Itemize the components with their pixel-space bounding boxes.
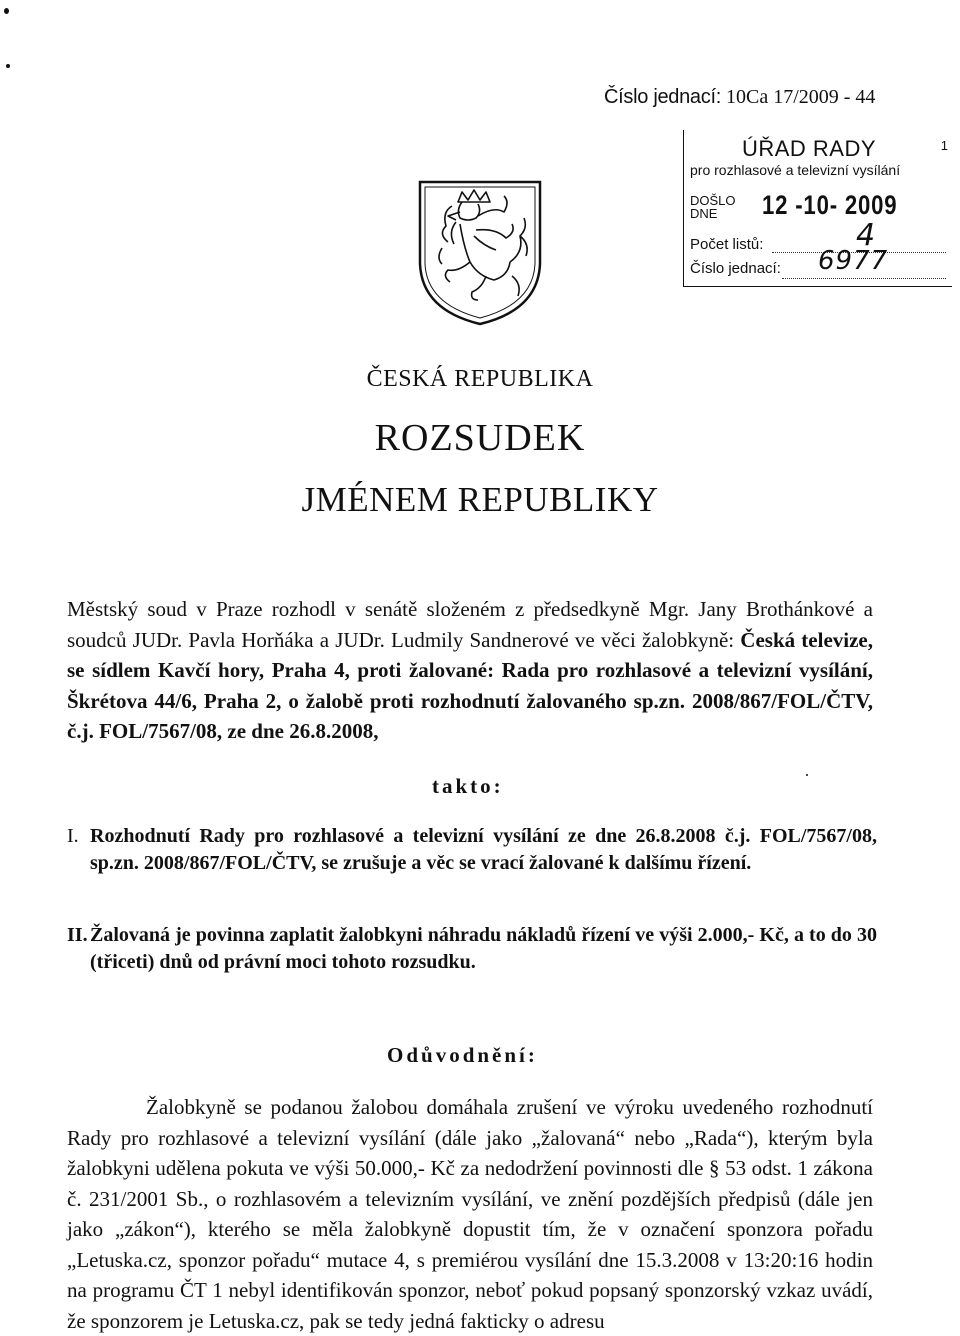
case-number [604, 86, 875, 109]
verdict-title: ROZSUDEK [374, 417, 586, 459]
in-name-heading: JMÉNEM REPUBLIKY [301, 480, 659, 519]
scan-speck [4, 8, 9, 14]
country-heading: ČESKÁ REPUBLIKA [366, 366, 594, 392]
case-number-label: Číslo jednací: [604, 86, 721, 108]
stamp-received-line1: DOŠLO [690, 193, 736, 208]
intro-paragraph [67, 594, 873, 747]
stamp-office-name: ÚŘAD RADY [741, 136, 877, 161]
reasoning-paragraph: Žalobkyně se podanou žalobou domáhala zrušení ve výroku uvedeného rozhodnutí Rady pro rozhlasové a televizní vysílání (dále jako „žalovaná“ nebo „Rada“), kterým byla žalobkyni udělena pokuta ve výši 50.000,- Kč za nedodržení povinnosti dle § 53 odst. 1 zákona č. 231/2001 Sb., o rozhlasovém a televizním vysílání, ve znění pozdějších předpisů (dále jen jako „zákon“), kterého se měla žalobkyně dopustit tím, že v označení sponzora pořadu „Letuska.cz, sponzor pořadu“ mutace 4, s premiérou vysílání dne 15.3.2008 v 13:20:16 hodin na programu ČT 1 nebyl identifikován sponzor, neboť pokud popsaný sponzorský vzkaz uvádí, že sponzorem je Letuska.cz, pak se tedy jedná fakticky o adresu [67, 1095, 873, 1333]
stamp-ref-value: 6977 [818, 246, 889, 276]
stamp-received-line2: DNE [690, 206, 718, 221]
stamp-ref-label: Číslo jednací: [690, 260, 781, 277]
scan-speck [6, 64, 10, 68]
stamp-received-label [690, 194, 736, 220]
stamp-received-date: 12 -10- 2009 [762, 190, 898, 220]
ruling-number: II. [67, 924, 88, 946]
scan-speck [806, 774, 808, 776]
case-number-value: 10Ca 17/2009 - 44 [725, 86, 876, 108]
ruling-item [67, 922, 877, 976]
stamp-pages-value: 4 [856, 218, 876, 253]
ruling-item [67, 823, 877, 877]
received-stamp [683, 130, 952, 287]
ruling-text: Žalovaná je povinna zaplatit žalobkyni náhradu nákladů řízení ve výši 2.000,- Kč, a to do 30 (třiceti) dnů od právní moci tohoto rozsudku. [90, 924, 877, 973]
reasoning-heading: Odůvodnění: [387, 1043, 538, 1067]
intro-text: Městský soud v Praze rozhodl v senátě složeném z předsedkyně Mgr. Jany Brothánkové a soudců JUDr. Pavla Horňáka a JUDr. Ludmily Sandnerové ve věci žalobkyně: [67, 597, 873, 652]
takto-heading: takto: [432, 774, 504, 798]
stamp-office-subtitle: pro rozhlasové a televizní vysílání [690, 162, 901, 178]
ruling-text: Rozhodnutí Rady pro rozhlasové a televizní vysílání ze dne 26.8.2008 č.j. FOL/7567/08, sp.zn. 2008/867/FOL/ČTV, se zrušuje a věc se vrací žalované k dalšímu řízení. [90, 825, 877, 874]
stamp-sheet-number: 1 [940, 138, 948, 153]
stamp-pages-label: Počet listů: [690, 236, 764, 253]
stamp-ref-dotted-line [782, 278, 946, 279]
ruling-number: I. [67, 825, 79, 847]
intro-parties: Česká televize, se sídlem Kavčí hory, Praha 4, proti žalované: Rada pro rozhlasové a televizní vysílání, Škrétova 44/6, Praha 2, o žalobě proti rozhodnutí žalovaného sp.zn. 2008/867/FOL/ČTV, č.j. FOL/7567/08, ze dne 26.8.2008, [67, 627, 873, 743]
coat-of-arms-emblem [412, 172, 548, 328]
